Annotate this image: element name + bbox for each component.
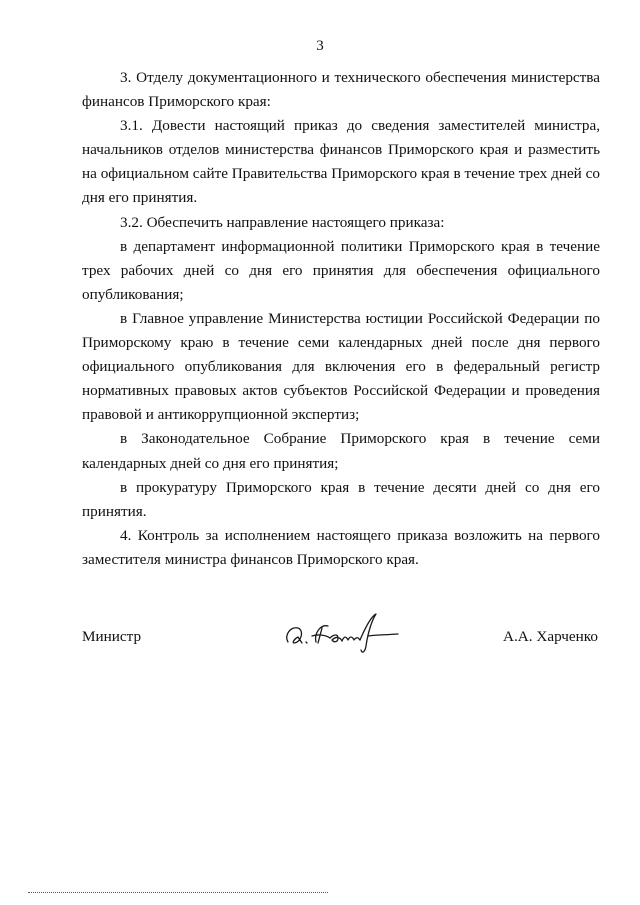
paragraph-3-2: 3.2. Обеспечить направление настоящего приказа: <box>120 213 445 231</box>
paragraph-recipient-justice: в Главное управление Министерства юстиции Российской Федерации по Приморскому краю в течение семи календарных дней после дня первого официального опубликования для включения его в федеральный регистр нормативных правовых актов субъектов Российской Федерации и проведения правовой и антикоррупционной экспертиз; <box>82 309 600 424</box>
handwritten-signature <box>282 606 402 656</box>
paragraph-3-1: 3.1. Довести настоящий приказ до сведения заместителей министра, начальников отделов министерства финансов Приморского края и разместить на официальном сайте Правительства Приморского края в течение трех дней со дня его принятия. <box>82 117 600 207</box>
paragraph-recipient-prosecutor: в прокуратуру Приморского края в течение десяти дней со дня его принятия. <box>82 478 600 520</box>
paragraph-recipient-info-policy: в департамент информационной политики Приморского края в течение трех рабочих дней со дня его принятия для обеспечения официального опубликования; <box>82 237 600 303</box>
signatory-title: Министр <box>82 628 142 645</box>
signatory-name: А.А. Харченко <box>503 628 598 645</box>
footer-rule <box>28 892 328 893</box>
paragraph-recipient-assembly: в Законодательное Собрание Приморского края в течение семи календарных дней со дня его принятия; <box>82 430 600 472</box>
document-body <box>82 66 600 572</box>
paragraph-4: 4. Контроль за исполнением настоящего приказа возложить на первого заместителя министра финансов Приморского края. <box>82 526 600 568</box>
page-number: 3 <box>316 38 324 54</box>
paragraph-3: 3. Отделу документационного и технического обеспечения министерства финансов Приморского края: <box>82 69 600 111</box>
